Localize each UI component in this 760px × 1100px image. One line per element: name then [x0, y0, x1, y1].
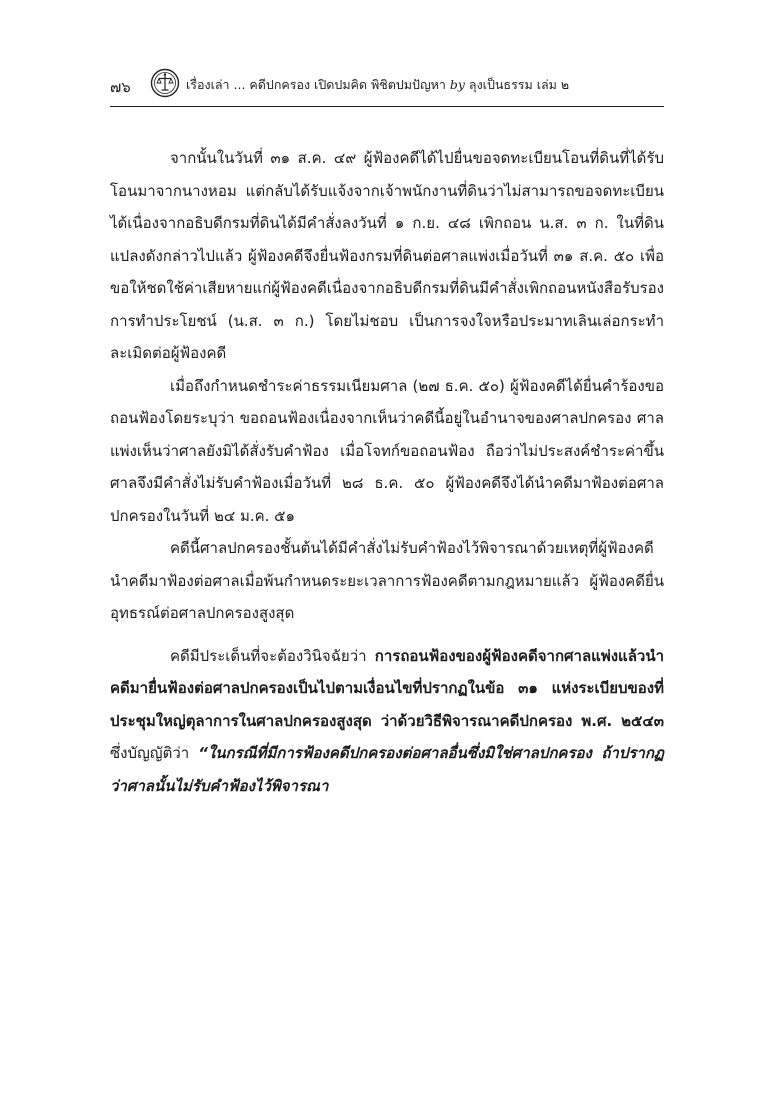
running-title-main: เรื่องเล่า ... คดีปกครอง เปิดปมคิด พิชิตปมปัญหา: [186, 77, 446, 92]
rule-quote: “ในกรณีที่มีการฟ้องคดีปกครองต่อศาลอื่นซึ่งมิใช่ศาลปกครอง ถ้าปรากฏว่าศาลนั้นไม่รับคำฟ้องไว้พิจารณา: [110, 744, 664, 795]
running-title: [186, 75, 569, 95]
paragraph-2: เมื่อถึงกำหนดชำระค่าธรรมเนียมศาล (๒๗ ธ.ค. ๕๐) ผู้ฟ้องคดีได้ยื่นคำร้องขอถอนฟ้องโดยระบุว่า ขอถอนฟ้องเนื่องจากเห็นว่าคดีนี้อยู่ในอำนาจของศาลปกครอง ศาลแพ่งเห็นว่าศาลยังมิได้สั่งรับคำฟ้อง เมื่อโจทก์ขอถอนฟ้อง ถือว่าไม่ประสงค์ชำระค่าขึ้นศาลจึงมีคำสั่งไม่รับคำฟ้องเมื่อวันที่ ๒๘ ธ.ค. ๕๐ ผู้ฟ้องคดีจึงได้นำคดีมาฟ้องต่อศาลปกครองในวันที่ ๒๔ ม.ค. ๕๑: [110, 376, 664, 525]
page-header: [110, 66, 664, 102]
paragraph-4: [110, 640, 664, 803]
body-text: [110, 142, 664, 802]
running-title-by: by: [449, 77, 465, 92]
court-emblem-icon: [150, 68, 180, 98]
issue-statement: การถอนฟ้องของผู้ฟ้องคดีจากศาลแพ่งแล้วนำคดีมายื่นฟ้องต่อศาลปกครองเป็นไปตามเงื่อนไขที่ปรากฏในข้อ ๓๑ แห่งระเบียบของที่ประชุมใหญ่ตุลาการในศาลปกครองสูงสุด ว่าด้วยวิธีพิจารณาคดีปกครอง พ.ศ. ๒๕๔๓: [110, 646, 664, 730]
issue-intro: คดีมีประเด็นที่จะต้องวินิจฉัยว่า: [170, 646, 367, 665]
rule-intro: ซึ่งบัญญัติว่า: [110, 744, 190, 762]
paragraph-3: คดีนี้ศาลปกครองชั้นต้นได้มีคำสั่งไม่รับคำฟ้องไว้พิจารณาด้วยเหตุที่ผู้ฟ้องคดีนำคดีมาฟ้องต่อศาลเมื่อพ้นกำหนดระยะเวลาการฟ้องคดีตามกฎหมายแล้ว ผู้ฟ้องคดียื่นอุทธรณ์ต่อศาลปกครองสูงสุด: [110, 539, 664, 622]
running-title-author: ลุงเป็นธรรม เล่ม ๒: [468, 77, 570, 92]
header-rule: [110, 106, 664, 107]
page-number: ๗๖: [110, 78, 131, 96]
paragraph-gap: [110, 630, 664, 640]
paragraph-1: จากนั้นในวันที่ ๓๑ ส.ค. ๔๙ ผู้ฟ้องคดีได้ไปยื่นขอจดทะเบียนโอนที่ดินที่ได้รับโอนมาจากนางหอม แต่กลับได้รับแจ้งจากเจ้าพนักงานที่ดินว่าไม่สามารถขอจดทะเบียนได้เนื่องจากอธิบดีกรมที่ดินได้มีคำสั่งลงวันที่ ๑ ก.ย. ๔๘ เพิกถอน น.ส. ๓ ก. ในที่ดินแปลงดังกล่าวไปแล้ว ผู้ฟ้องคดีจึงยื่นฟ้องกรมที่ดินต่อศาลแพ่งเมื่อวันที่ ๓๑ ส.ค. ๕๐ เพื่อขอให้ชดใช้ค่าเสียหายแก่ผู้ฟ้องคดีเนื่องจากอธิบดีกรมที่ดินมีคำสั่งเพิกถอนหนังสือรับรองการทำประโยชน์ (น.ส. ๓ ก.) โดยไม่ชอบ เป็นการจงใจหรือประมาทเลินเล่อกระทำละเมิดต่อผู้ฟ้องคดี: [110, 149, 665, 362]
